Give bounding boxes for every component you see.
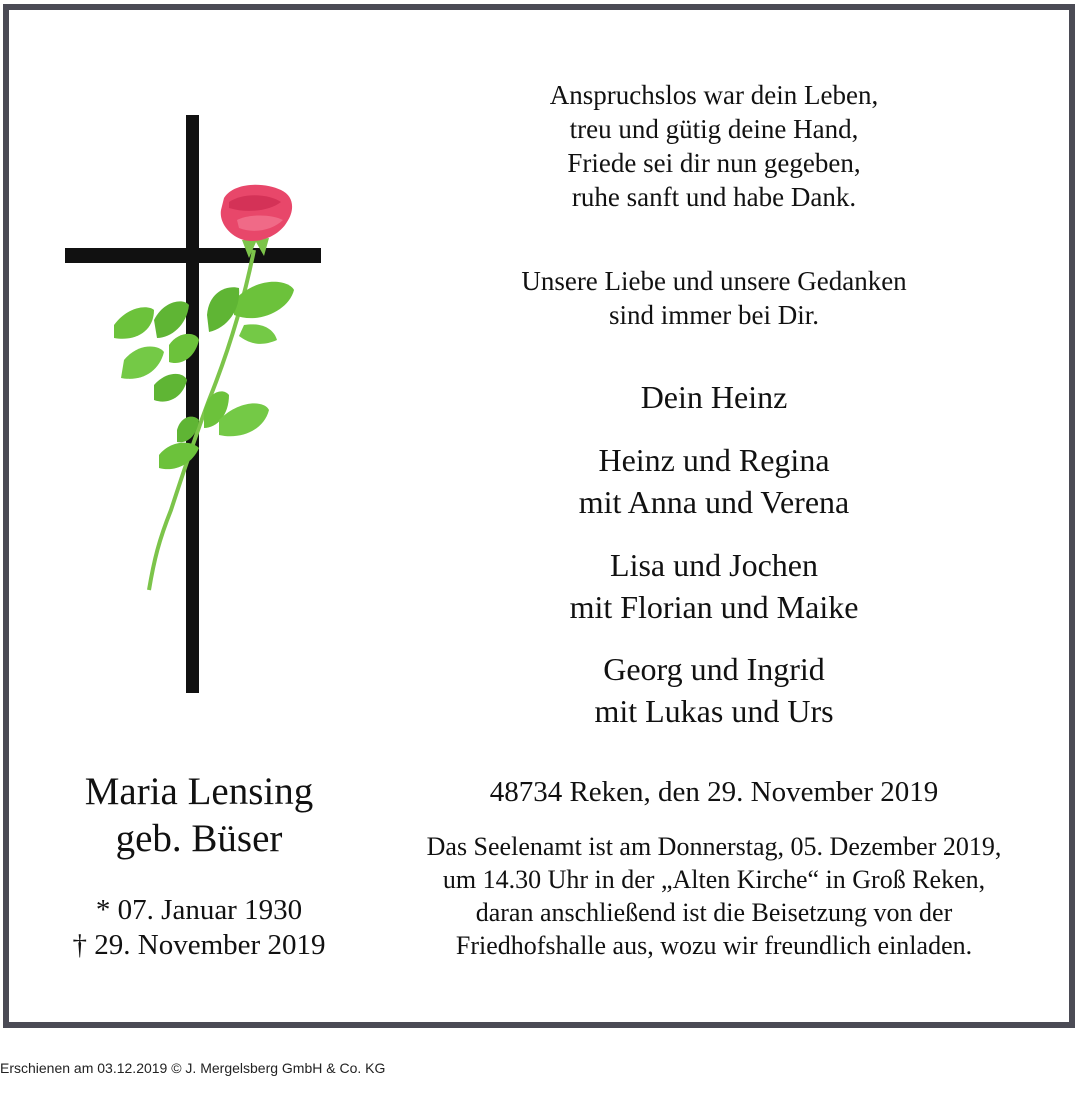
poem-line: Friede sei dir nun gegeben, (567, 148, 861, 178)
family-line: mit Florian und Maike (569, 589, 859, 625)
sentiment (384, 264, 1044, 332)
cross-with-rose (59, 110, 329, 700)
notice-line: um 14.30 Uhr in der „Alten Kirche“ in Groß Reken, (442, 865, 986, 894)
death-date: † 29. November 2019 (72, 929, 326, 961)
place-date: 48734 Reken, den 29. November 2019 (489, 776, 939, 808)
life-dates (29, 893, 369, 963)
family-line: mit Lukas und Urs (594, 693, 834, 729)
sentiment-line: Unsere Liebe und unsere Gedanken (521, 266, 907, 296)
deceased-birth-name: geb. Büser (115, 817, 283, 860)
family-line: Georg und Ingrid (603, 651, 825, 687)
poem (384, 78, 1044, 214)
family-line: mit Anna und Verena (578, 484, 850, 520)
poem-line: Anspruchslos war dein Leben, (549, 80, 879, 110)
funeral-notice (384, 830, 1044, 962)
sentiment-line: sind immer bei Dir. (609, 300, 819, 330)
family-line: Lisa und Jochen (610, 547, 818, 583)
notice-line: Friedhofshalle aus, wozu wir freundlich einladen. (455, 931, 973, 960)
notice-line: daran anschließend ist die Beisetzung von der (475, 898, 953, 927)
family-line: Heinz und Regina (598, 442, 830, 478)
birth-date: * 07. Januar 1930 (95, 894, 303, 926)
poem-line: ruhe sanft und habe Dank. (571, 182, 857, 212)
deceased-name-block (29, 768, 369, 862)
obituary-frame (3, 4, 1075, 1028)
publication-footer: Erschienen am 03.12.2019 © J. Mergelsberg GmbH & Co. KG (0, 1060, 386, 1076)
deceased-name: Maria Lensing (84, 770, 314, 813)
family-group (384, 544, 1044, 628)
rose-icon (114, 185, 294, 590)
family-group (384, 439, 1044, 523)
family-group (384, 376, 1044, 418)
family-line: Dein Heinz (640, 379, 788, 415)
poem-line: treu und gütig deine Hand, (569, 114, 859, 144)
family-group (384, 648, 1044, 732)
notice-line: Das Seelenamt ist am Donnerstag, 05. Dezember 2019, (426, 832, 1002, 861)
